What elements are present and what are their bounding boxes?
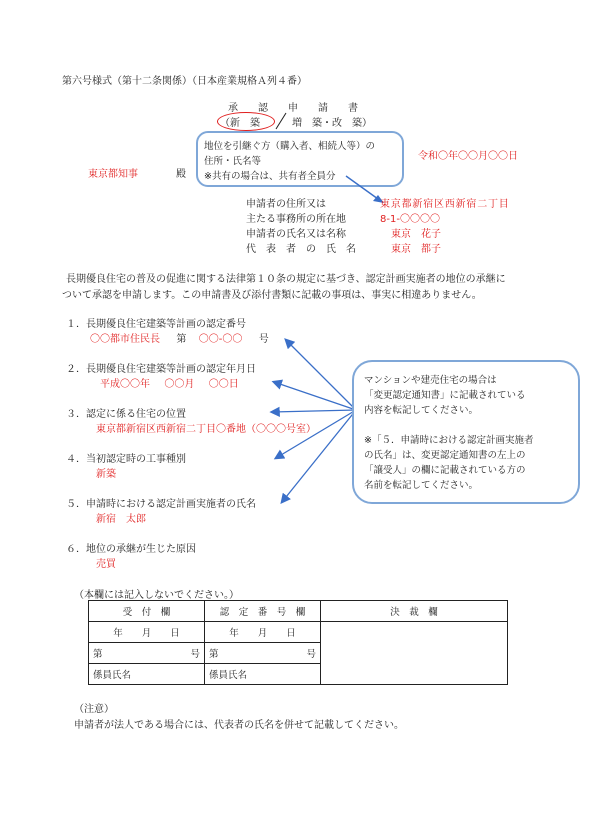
form-title: 第六号様式（第十二条関係）（日本産業規格Ａ列４番） <box>62 76 307 87</box>
header-cert-number: 認 定 番 号 欄 <box>205 601 321 622</box>
item-2-day: 〇〇日 <box>208 379 239 390</box>
notes-text: 申請者が法人である場合には、代表者の氏名を併せて記載してください。 <box>74 720 404 731</box>
cert-date: 年 月 日 <box>205 622 321 643</box>
recipient-honorific: 殿 <box>176 169 186 180</box>
cert-dai: 第 <box>209 649 219 660</box>
paren-open: （ <box>220 118 230 129</box>
document-title: 承 認 申 請 書 <box>228 103 358 114</box>
item-6-value: 売買 <box>96 559 116 570</box>
application-date: 令和〇年〇〇月〇〇日 <box>418 151 518 162</box>
reception-staff: 係員氏名 <box>89 664 205 685</box>
callout-p2-line-1: ※「５．申請時における認定計画実施者 <box>364 435 534 446</box>
callout-p2-line-3: 「譲受人」の欄に記載されている方の <box>364 465 526 476</box>
item-1-number: 〇〇-〇〇 <box>198 334 243 345</box>
office-use-note: （本欄には記入しないでください。） <box>74 590 239 601</box>
item-2-year: 平成〇〇年 <box>100 379 150 390</box>
doc-type-new: 新 築 <box>230 118 260 129</box>
doc-type-extension: 増 築・改 築 <box>292 118 362 129</box>
item-1-label: １．長期優良住宅建築等計画の認定番号 <box>66 319 246 330</box>
header-reception: 受 付 欄 <box>89 601 205 622</box>
recipient-name: 東京都知事 <box>88 169 138 180</box>
item-1-value <box>90 330 269 345</box>
approval-cell <box>321 622 508 685</box>
address-value: 東京都新宿区西新宿二丁目 <box>380 199 510 210</box>
office-use-table <box>88 600 508 685</box>
representative-value: 東京 都子 <box>391 244 441 255</box>
item-2-label: ２．長期優良住宅建築等計画の認定年月日 <box>66 364 256 375</box>
callout-arrows-right <box>260 330 360 520</box>
item-1-office: 〇〇都市住民長 <box>90 334 160 345</box>
intro-line-1: 長期優良住宅の普及の促進に関する法律第１０条の規定に基づき、認定計画実施者の地位の承継に <box>66 274 506 285</box>
item-2-value <box>100 375 239 390</box>
item-4-label: ４．当初認定時の工事種別 <box>66 454 186 465</box>
strike-slash <box>270 110 292 132</box>
name-label: 申請者の氏名又は名称 <box>246 229 346 240</box>
notes-title: （注意） <box>74 704 114 715</box>
callout-p1-line-3: 内容を転記してください。 <box>364 405 479 416</box>
item-2-month: 〇〇月 <box>164 379 195 390</box>
callout-line-2: 住所・氏名等 <box>204 156 262 167</box>
callout-p1-line-2: 「変更認定通知書」に記載されている <box>364 390 526 401</box>
item-3-value: 東京都新宿区西新宿二丁目〇番地（〇〇〇号室） <box>96 424 316 435</box>
callout-p2-line-2: の氏名」は、変更認定通知書の左上の <box>364 450 526 461</box>
item-1-go: 号 <box>258 334 269 345</box>
item-5-value: 新宿 太郎 <box>96 514 146 525</box>
item-5-label: ５．申請時における認定計画実施者の氏名 <box>66 499 256 510</box>
item-6-label: ６．地位の承継が生じた原因 <box>66 544 196 555</box>
item-1-dai: 第 <box>176 334 187 345</box>
reception-go: 号 <box>190 649 200 660</box>
header-approval: 決 裁 欄 <box>321 601 508 622</box>
cert-number <box>205 643 321 664</box>
reception-date: 年 月 日 <box>89 622 205 643</box>
callout-p2-line-4: 名前を転記してください。 <box>364 480 479 491</box>
item-4-value: 新築 <box>96 469 116 480</box>
office-value: 8-1-〇〇〇〇 <box>380 214 440 225</box>
cert-staff: 係員氏名 <box>205 664 321 685</box>
callout-line-3: ※共有の場合は、共有者全員分 <box>204 171 336 182</box>
name-value: 東京 花子 <box>391 229 441 240</box>
callout-line-1: 地位を引継ぐ方（購入者、相続人等）の <box>204 141 376 152</box>
office-label: 主たる事務所の所在地 <box>246 214 346 225</box>
transcription-callout <box>352 360 580 504</box>
paren-close: ） <box>362 118 372 129</box>
cert-go: 号 <box>306 649 316 660</box>
address-label: 申請者の住所又は <box>246 199 326 210</box>
selected-type-circle <box>217 112 275 131</box>
item-3-label: ３．認定に係る住宅の位置 <box>66 409 186 420</box>
intro-line-2: ついて承認を申請します。この申請書及び添付書類に記載の事項は、事実に相違ありません。 <box>62 290 482 301</box>
representative-label: 代 表 者 の 氏 名 <box>246 244 356 255</box>
reception-dai: 第 <box>93 649 103 660</box>
reception-number <box>89 643 205 664</box>
callout-p1-line-1: マンションや建売住宅の場合は <box>364 375 497 386</box>
